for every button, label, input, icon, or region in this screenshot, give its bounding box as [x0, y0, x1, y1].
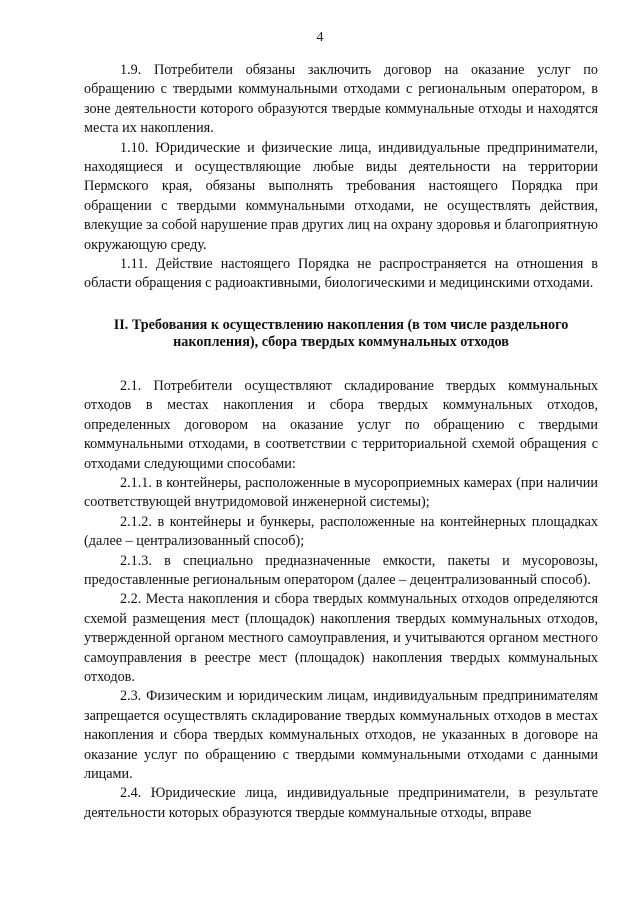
paragraph-1-10: 1.10. Юридические и физические лица, индивидуальные предприниматели, находящиеся и осуществляющие любые виды деятельности на территории Пермского края, обязаны выполнять требования настоящего Порядка при обращении с твердыми коммунальными отходами, не осуществлять действия, влекущие за собой нарушение прав других лиц на охрану здоровья и благоприятную окружающую среду.	[84, 139, 598, 253]
section-heading-line-2: накопления), сбора твердых коммунальных отходов	[173, 333, 509, 350]
paragraph-2-2: 2.2. Места накопления и сбора твердых коммунальных отходов определяются схемой размещения мест (площадок) накопления твердых коммунальных отходов, утвержденной органом местного самоуправления, и учитываются органом местного самоуправления в реестре мест (площадок) накопления твердых коммунальных отходов.	[84, 591, 598, 685]
section-heading-line-1: II. Требования к осуществлению накопления (в том числе раздельного	[113, 316, 569, 333]
paragraph-2-1: 2.1. Потребители осуществляют складирование твердых коммунальных отходов в местах накопления и сбора твердых коммунальных отходов, определенных договором на оказание услуг по обращению с твердыми коммунальными отходами, в соответствии с территориальной схемой обращения с отходами следующими способами:	[84, 377, 598, 472]
paragraph-2-3: 2.3. Физическим и юридическим лицам, индивидуальным предпринимателям запрещается осуществлять складирование твердых коммунальных отходов в местах накопления и сбора твердых коммунальных отходов, не указанных в договоре на оказание услуг по обращению с твердыми коммунальными отходами с данными лицами.	[84, 688, 598, 782]
paragraph-2-1-1: 2.1.1. в контейнеры, расположенные в мусороприемных камерах (при наличии соответствующей внутридомовой инженерной системы);	[84, 474, 598, 511]
document-body	[84, 61, 598, 823]
paragraph-2-1-2: 2.1.2. в контейнеры и бункеры, расположенные на контейнерных площадках (далее – централизованный способ);	[84, 513, 598, 550]
paragraph-1-9: 1.9. Потребители обязаны заключить договор на оказание услуг по обращению с твердыми коммунальными отходами с региональным оператором, в зоне деятельности которого образуются твердые коммунальные отходы и находятся места их накопления.	[84, 62, 598, 137]
paragraph-2-1-3: 2.1.3. в специально предназначенные емкости, пакеты и мусоровозы, предоставленные региональным оператором (далее – децентрализованный способ).	[84, 552, 598, 588]
page-number: 4	[316, 30, 324, 45]
section-heading	[84, 317, 598, 351]
paragraph-1-11: 1.11. Действие настоящего Порядка не распространяется на отношения в области обращения с радиоактивными, биологическими и медицинскими отходами.	[84, 256, 598, 292]
paragraph-2-4: 2.4. Юридические лица, индивидуальные предприниматели, в результате деятельности которых образуются твердые коммунальные отходы, вправе	[84, 785, 598, 821]
